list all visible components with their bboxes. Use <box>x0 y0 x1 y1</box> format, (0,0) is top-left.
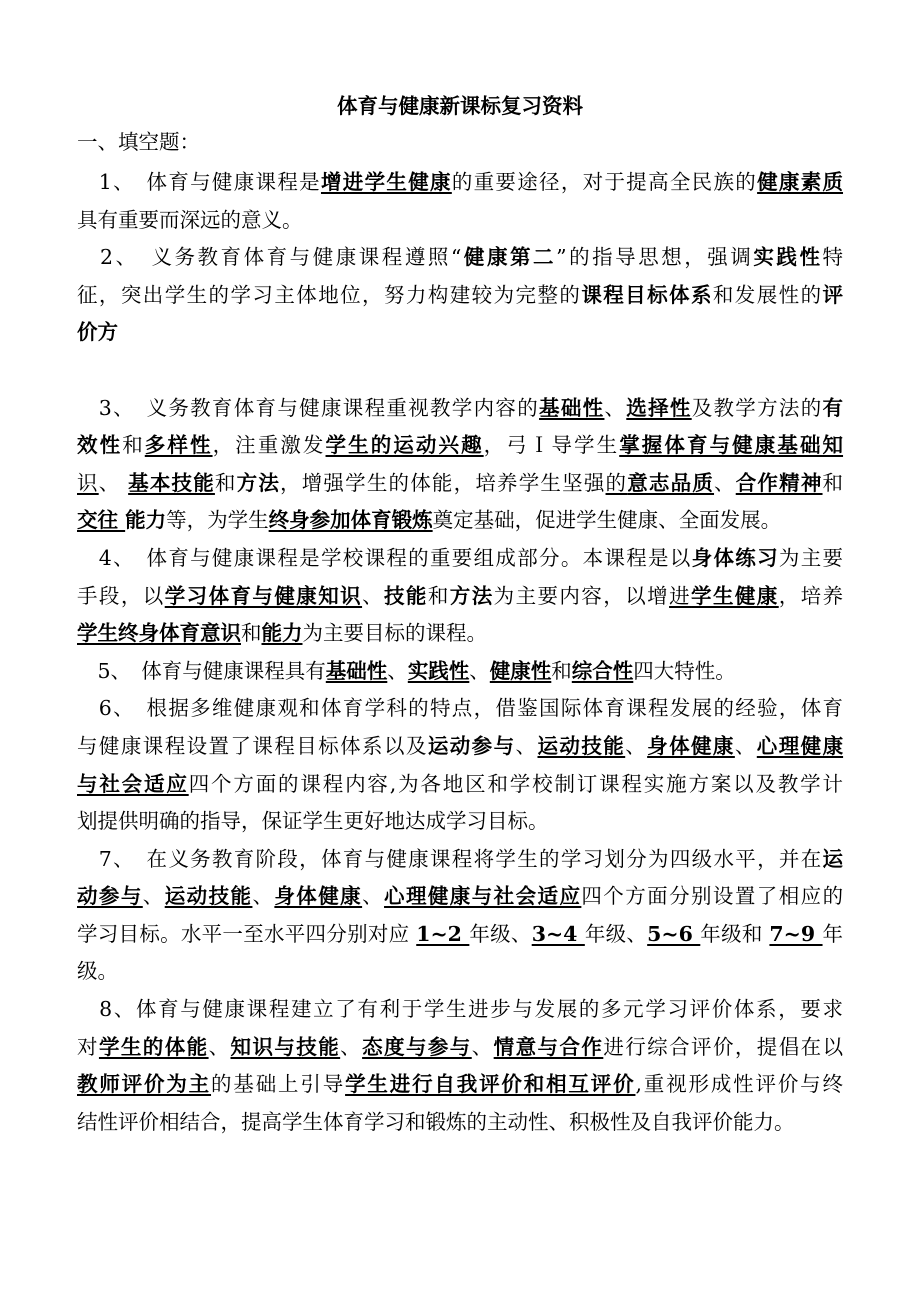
text-run: 奠定基础，促进学生健康、全面发展。 <box>432 508 782 533</box>
text-run: 6、 根据多维健康观和体育学科的特点，借鉴国际体育课程发展的经验，体育 <box>77 696 843 721</box>
key-term: 能力 <box>125 508 167 533</box>
text-line <box>77 390 843 428</box>
text-line <box>77 202 843 240</box>
document-body <box>77 164 843 1141</box>
answer-blank: 意志品质 <box>627 470 715 495</box>
answer-blank: 的 <box>605 470 628 495</box>
text-run: 和发展性的 <box>712 282 823 307</box>
answer-blank: 增进学生健康 <box>320 170 452 194</box>
answer-blank: 运动技能 <box>537 733 626 758</box>
answer-blank: 知识与技能 <box>230 1034 341 1059</box>
text-line <box>77 465 843 503</box>
answer-blank: 学生的运动兴趣 <box>325 433 484 458</box>
text-run: 及教学方法的 <box>691 395 823 420</box>
document-page <box>77 88 843 1141</box>
text-run: 、 <box>714 470 736 495</box>
text-run: 特 <box>822 245 843 270</box>
text-run: 年级、 <box>469 921 532 946</box>
answer-blank: 识 <box>77 470 99 495</box>
answer-blank: 3~4 <box>531 921 585 946</box>
text-run: ，注重激发 <box>212 433 326 458</box>
text-run: 、 <box>362 583 384 608</box>
text-line <box>77 540 843 578</box>
text-run: 四个方面的课程内容,为各地区和学校制订课程实施方案以及教学计 <box>188 771 844 796</box>
answer-blank: 心理健康与社会适应 <box>384 884 582 909</box>
text-line <box>77 427 843 465</box>
text-line <box>77 615 843 653</box>
text-run: 、 <box>208 1034 231 1059</box>
text-run: 和 <box>122 433 145 458</box>
text-line <box>77 239 843 277</box>
text-run: 对 <box>77 1034 99 1059</box>
text-line <box>77 1029 843 1067</box>
text-run: 进行综合评价，提倡在以 <box>603 1034 844 1059</box>
text-run: 为主要 <box>778 545 844 570</box>
text-line <box>77 578 843 616</box>
text-run: 学习目标。水平一至水平四分别对应 <box>77 921 417 946</box>
text-run: 手段，以 <box>77 583 165 608</box>
answer-blank: 1~2 <box>416 921 470 946</box>
text-run: 、 <box>625 733 648 758</box>
text-run: 征，突出学生的学习主体地位，努力构建较为完整的 <box>77 282 582 307</box>
text-line <box>77 953 843 991</box>
answer-blank: 多样性 <box>144 433 213 458</box>
answer-blank: 实践性 <box>407 658 470 683</box>
text-run: 、 <box>340 1034 363 1059</box>
answer-blank: 学生健康 <box>691 583 779 608</box>
text-line <box>77 991 843 1029</box>
text-run: 、 <box>515 733 538 758</box>
text-run: ”的指导思想，强调 <box>556 245 754 270</box>
text-run: 3、 义务教育体育与健康课程重视教学内容的 <box>77 395 540 420</box>
text-run: 与健康课程设置了课程目标体系以及 <box>77 733 428 758</box>
answer-blank: 终身参加体育锻炼 <box>268 508 433 533</box>
text-run: 级。 <box>77 959 118 984</box>
answer-blank: 掌握体育与健康基础知 <box>619 433 844 458</box>
answer-blank: 身体健康 <box>647 733 735 758</box>
text-run: 年级、 <box>584 921 648 946</box>
answer-blank: 学生进行自我评价和相互评价 <box>345 1072 636 1097</box>
text-run: 和 <box>427 583 450 608</box>
text-run: 年级和 <box>700 921 770 946</box>
answer-blank: 学生的体能 <box>98 1034 209 1059</box>
section-heading: 一、填空题： <box>77 130 200 154</box>
text-line <box>77 164 843 202</box>
text-run: 年 <box>822 921 844 946</box>
text-run: 、 <box>469 658 490 683</box>
text-run: 四大特性。 <box>633 658 736 683</box>
text-run: 4、 体育与健康课程是学校课程的重要组成部分。本课程是以 <box>77 545 692 570</box>
text-run: 划提供明确的指导，保证学生更好地达成学习目标。 <box>77 809 549 834</box>
answer-blank: 态度与参与 <box>362 1034 472 1059</box>
key-term: 身体练习 <box>691 545 779 570</box>
answer-blank: 合作精神 <box>735 470 823 495</box>
text-run: 的基础上引导 <box>211 1072 346 1097</box>
text-line <box>77 728 843 766</box>
text-run: 、 <box>98 470 129 495</box>
text-run: ，培养 <box>778 583 844 608</box>
key-term: 方法 <box>449 583 494 608</box>
document-title: 体育与健康新课标复习资料 <box>337 94 583 118</box>
text-run: 8、体育与健康课程建立了有利于学生进步与发展的多元学习评价体系，要求 <box>77 997 843 1022</box>
text-line <box>77 277 843 315</box>
text-run: 等，为学生 <box>166 508 269 533</box>
text-run: 的重要途径，对于提高全民族的 <box>451 170 758 194</box>
text-run: 2、 义务教育体育与健康课程遵照“ <box>77 245 462 270</box>
text-run: 和 <box>214 470 237 495</box>
blank-line <box>77 352 843 390</box>
text-line <box>77 1104 843 1142</box>
key-term: 评 <box>822 282 844 307</box>
text-line <box>77 502 843 540</box>
answer-blank: 基础性 <box>539 395 605 420</box>
text-run: 1、 体育与健康课程是 <box>77 170 321 194</box>
answer-blank: 7~9 <box>769 921 823 946</box>
text-run: 为主要目标的课程。 <box>302 621 487 646</box>
key-term: 健康第二 <box>461 245 557 270</box>
text-run: 、 <box>252 884 275 909</box>
answer-blank: 与社会适应 <box>77 771 189 796</box>
text-run: ，弓Ｉ导学生 <box>483 433 620 458</box>
text-run: 结性评价相结合，提高学生体育学习和锻炼的主动性、积极性及自我评价能力。 <box>77 1109 795 1134</box>
key-term: 运 <box>822 846 843 871</box>
answer-blank: 交往 <box>77 508 126 533</box>
answer-blank: 5~6 <box>647 921 701 946</box>
answer-blank: 基本技能 <box>128 470 215 495</box>
answer-blank: 健康素质 <box>757 170 844 194</box>
answer-blank: 学习体育与健康知识 <box>164 583 363 608</box>
answer-blank: 情意与合作 <box>493 1034 604 1059</box>
text-run: 、 <box>362 884 385 909</box>
text-line <box>77 314 843 352</box>
key-term: 课程目标体系 <box>581 282 713 307</box>
text-line <box>77 803 843 841</box>
text-line <box>77 1066 843 1104</box>
text-line <box>77 653 843 691</box>
text-run: 和 <box>551 658 572 683</box>
answer-blank: 教师评价为主 <box>77 1072 212 1097</box>
text-run: 、 <box>142 884 165 909</box>
text-line <box>77 841 843 879</box>
key-term: 价方 <box>77 320 118 345</box>
answer-blank: 动参与 <box>77 884 143 909</box>
text-run: ，增强学生的体能，培养学生坚强 <box>280 470 606 495</box>
key-term: 实践性 <box>753 245 823 270</box>
answer-blank: 进 <box>669 583 692 608</box>
key-term: 技能 <box>384 583 428 608</box>
text-run: 和 <box>822 470 844 495</box>
text-run: 四个方面分别设置了相应的 <box>581 884 844 909</box>
answer-blank: 身体健康 <box>274 884 363 909</box>
text-line <box>77 690 843 728</box>
text-line <box>77 766 843 804</box>
text-run: 、 <box>387 658 408 683</box>
text-run: 、 <box>604 395 627 420</box>
text-run: ,重视形成性评价与终 <box>635 1072 844 1097</box>
answer-blank: 选择性 <box>626 395 692 420</box>
text-run: 、 <box>471 1034 494 1059</box>
text-run: 、 <box>734 733 757 758</box>
key-term: 有 <box>822 395 844 420</box>
answer-blank: 能力 <box>261 621 303 646</box>
answer-blank: 运动技能 <box>164 884 253 909</box>
key-term: 效性 <box>77 433 123 458</box>
key-term: 运动参与 <box>427 733 516 758</box>
text-run: 为主要内容，以增 <box>493 583 670 608</box>
answer-blank: 综合性 <box>571 658 634 683</box>
text-run: 7、 在义务教育阶段，体育与健康课程将学生的学习划分为四级水平，并在 <box>77 846 823 871</box>
key-term: 方法 <box>236 470 281 495</box>
text-line <box>77 916 843 954</box>
text-run: 5、 体育与健康课程具有 <box>77 658 326 683</box>
answer-blank: 健康性 <box>489 658 552 683</box>
answer-blank: 基础性 <box>325 658 388 683</box>
text-run: 具有重要而深远的意义。 <box>77 207 303 232</box>
answer-blank: 心理健康 <box>756 733 844 758</box>
text-run: 和 <box>241 621 262 646</box>
text-line <box>77 878 843 916</box>
answer-blank: 学生终身体育意识 <box>77 621 241 646</box>
